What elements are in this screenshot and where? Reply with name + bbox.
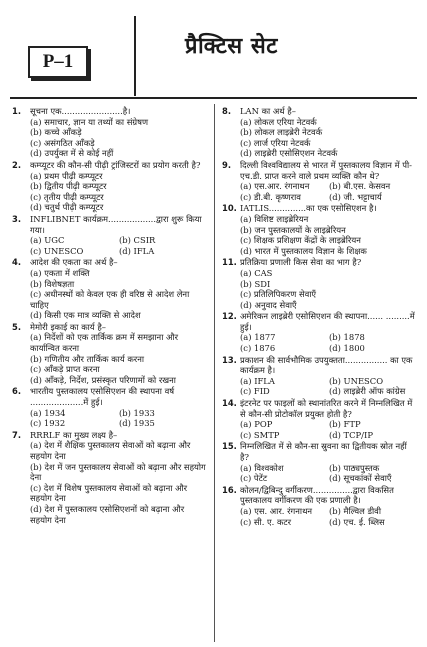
question-number: 10. (222, 203, 237, 214)
question-stem (12, 322, 208, 333)
answer-option: (d) जी. भट्टाचार्य (329, 191, 382, 202)
question-text: RRRLF का मुख्य लक्ष्य है– (30, 429, 118, 440)
answer-option: (d) लाइब्रेरी ऑफ कांग्रेस (329, 386, 406, 397)
question (222, 160, 418, 202)
answer-option: (a) एस. आर. रंगनाथन (240, 505, 313, 516)
answer-option: (d) चतुर्थ पीढ़ी कम्प्यूटर (30, 202, 104, 213)
option-list (222, 214, 418, 256)
answer-option: (c) 1876 (240, 343, 276, 354)
answer-option: (d) IFLA (119, 245, 155, 256)
question-number: 6. (12, 386, 22, 397)
answer-option: (a) देश में शैक्षिक पुस्तकालय सेवाओं को बढ़ाना और सहयोग देना (30, 440, 191, 461)
answer-option: (b) FTP (329, 419, 361, 430)
answer-option: (c) प्रतिलिपिकरण सेवाएँ (240, 289, 317, 300)
answer-option: (a) UGC (30, 235, 65, 246)
answer-option: (b) बी.एस. केसवन (329, 181, 391, 192)
answer-option: (d) अनुवाद सेवाएँ (240, 299, 297, 310)
answer-option: (c) UNESCO (30, 245, 84, 256)
answer-option: (d) 1935 (119, 418, 155, 429)
answer-option: (d) उपर्युक्त में से कोई नहीं (30, 148, 114, 159)
option-list (12, 117, 208, 159)
question-stem (12, 106, 208, 117)
answer-option: (d) भारत में पुस्तकालय विज्ञान के शिक्षक (240, 245, 367, 256)
header-rule (10, 97, 417, 99)
question-stem (12, 430, 208, 441)
question (222, 106, 418, 159)
answer-option: (c) देश में विशेष पुस्तकालय सेवाओं को बढ़ाना और सहयोग देना (30, 482, 188, 504)
answer-option: (a) विश्वकोश (240, 462, 284, 473)
question-text: INFLIBNET कार्यक्रम..................द्वारा शुरू किया गया। (30, 213, 202, 235)
question (12, 322, 208, 386)
answer-option: (c) असंगठित आँकड़े (30, 137, 95, 148)
answer-option: (c) 1932 (30, 418, 66, 429)
answer-option: (a) 1877 (240, 332, 276, 343)
question (222, 257, 418, 310)
option-list (12, 171, 208, 213)
answer-option: (a) एस.आर. रंगनाथन (240, 181, 310, 192)
question (12, 214, 208, 256)
option-list (222, 117, 418, 159)
question-text: भारतीय पुस्तकालय एसोसिएशन की स्थापना वर्ष ....................में हुई। (30, 386, 175, 408)
header-divider (134, 16, 136, 96)
answer-option: (d) आँकड़े, निर्देश, प्रसंस्कृत परिणामों को रखना (30, 374, 176, 385)
question-stem (12, 160, 208, 171)
question-stem (12, 257, 208, 268)
answer-option: (b) 1933 (119, 407, 155, 418)
question-stem (12, 386, 208, 407)
question (12, 106, 208, 159)
left-column (12, 106, 208, 526)
answer-option: (c) शिक्षक प्रशिक्षण केंद्रों के लाइब्रेरियन (240, 235, 361, 246)
question-stem (222, 398, 418, 419)
column-divider (214, 104, 215, 642)
answer-option: (d) देश में पुस्तकालय एसोसिएशनों को बढ़ाना और सहयोग देना (30, 503, 185, 525)
question-number: 3. (12, 213, 22, 224)
question-stem (222, 441, 418, 462)
answer-option: (d) लाइब्रेरी एसोसिएशन नेटवर्क (240, 148, 338, 159)
option-list (222, 181, 418, 202)
option-list (222, 463, 418, 484)
answer-option: (c) डी.बी. कृष्णराव (240, 191, 301, 202)
question-stem (222, 203, 418, 214)
answer-option: (c) SMTP (240, 429, 280, 440)
question-stem (222, 106, 418, 117)
question-number: 4. (12, 257, 22, 268)
answer-option: (b) कच्चे आँकड़े (30, 127, 82, 138)
question-text: कम्प्यूटर की कौन-सी पीढ़ी ट्रांजिस्टरों का प्रयोग करती है? (30, 159, 201, 170)
question-number: 14. (222, 398, 237, 409)
question-text: कोलन/द्विबिन्दु वर्गीकरण...............द्वारा विकसित पुस्तकालय वर्गीकरण की एक प्रणाली है। (240, 484, 394, 506)
answer-option: (a) विशिष्ट लाइब्रेरियन (240, 213, 309, 224)
question-stem (222, 485, 418, 506)
question-number: 15. (222, 441, 237, 452)
answer-option: (c) तृतीय पीढ़ी कम्प्यूटर (30, 191, 104, 202)
answer-option: (d) TCP/IP (329, 429, 373, 440)
page-header (10, 8, 417, 96)
answer-option: (b) UNESCO (329, 375, 384, 386)
question-stem (12, 214, 208, 235)
answer-option: (a) समाचार, ज्ञान या तथ्यों का संग्रेषण (30, 116, 149, 127)
answer-option: (a) निर्देशों को एक तार्किक क्रम में समझाना और कार्यान्वित करना (30, 332, 179, 354)
answer-option: (b) CSIR (119, 235, 156, 246)
question-text: IATLIS..............का एक एसोसिएशन है। (240, 203, 377, 214)
question-number: 7. (12, 429, 22, 440)
question-number: 12. (222, 311, 237, 322)
option-list (222, 268, 418, 310)
answer-option: (b) लोकल लाइब्रेरी नेटवर्क (240, 127, 323, 138)
answer-option: (c) पेटेंट (240, 473, 268, 484)
option-list (12, 408, 208, 429)
answer-option: (c) सी. ए. कटर (240, 516, 292, 527)
option-list (222, 419, 418, 440)
question-number: 8. (222, 106, 232, 116)
answer-option: (b) द्वितीय पीढ़ी कम्प्यूटर (30, 181, 107, 192)
answer-option: (b) पाठ्यपुस्तक (329, 462, 380, 473)
page-title: प्रैक्टिस सेट (185, 34, 278, 59)
question-number: 2. (12, 159, 22, 170)
question-stem (222, 355, 418, 376)
set-code-box: P–1 (28, 46, 88, 78)
question-text: अमेरिकन लाइब्रेरी एसोसिएशन की स्थापना...... .........में हुई। (240, 311, 415, 332)
option-list (222, 332, 418, 353)
answer-option: (b) गणितीय और तार्किक कार्य करना (30, 353, 145, 364)
question-text: आदेश की एकता का अर्थ है– (30, 257, 118, 268)
option-list (222, 376, 418, 397)
question-stem (222, 311, 418, 332)
answer-option: (d) 1800 (329, 343, 365, 354)
option-list (12, 332, 208, 385)
question-text: मेमोरी इकाई का कार्य है– (30, 321, 106, 332)
question (222, 355, 418, 397)
answer-option: (b) विशेषज्ञता (30, 278, 75, 289)
answer-option: (a) प्रथम पीढ़ी कम्प्यूटर (30, 170, 103, 181)
answer-option: (b) जन पुस्तकालयों के लाइब्रेरियन (240, 224, 346, 235)
question-text: इंटरनेट पर फाइलों को स्थानांतरित करने में निम्नलिखित में से कौन-सी प्रोटोकॉल प्रयुक्त होती है? (240, 398, 413, 419)
question (12, 430, 208, 525)
question (222, 203, 418, 256)
option-list (12, 440, 208, 525)
question-number: 5. (12, 321, 22, 332)
question (12, 386, 208, 428)
answer-option: (c) लार्ज एरिया नेटवर्क (240, 137, 311, 148)
question (222, 441, 418, 483)
question (12, 160, 208, 213)
option-list (12, 235, 208, 256)
answer-option: (a) IFLA (240, 375, 275, 386)
question-text: निम्नलिखित में से कौन-सा स्रुवना का द्वितीयक स्रोत नहीं है? (240, 441, 407, 462)
answer-option: (d) सूचकांकों सेवाएँ (329, 473, 392, 484)
question (222, 485, 418, 527)
question (12, 257, 208, 321)
option-list (222, 506, 418, 527)
answer-option: (c) आँकड़े प्राप्त करना (30, 364, 100, 375)
question-number: 11. (222, 257, 237, 268)
answer-option: (b) देश में जन पुस्तकालय सेवाओं को बढ़ाना और सहयोग देना (30, 461, 206, 483)
answer-option: (d) किसी एक मात्र व्यक्ति से आदेश (30, 310, 141, 321)
question-number: 13. (222, 354, 237, 365)
answer-option: (b) SDI (240, 278, 271, 289)
answer-option: (b) 1878 (329, 332, 365, 343)
answer-option: (a) 1934 (30, 407, 66, 418)
answer-option: (c) अधीनस्थों को केवल एक ही वरिष्ठ से आदेश लेना चाहिए (30, 289, 190, 310)
answer-option: (a) लोकल एरिया नेटवर्क (240, 116, 317, 127)
answer-option: (a) CAS (240, 267, 273, 278)
question-stem (222, 257, 418, 268)
question (222, 398, 418, 440)
option-list (12, 268, 208, 321)
question-number: 1. (12, 106, 22, 116)
answer-option: (a) एकता में शक्ति (30, 267, 90, 278)
question-stem (222, 160, 418, 181)
question-text: दिल्ली विश्वविद्यालय से भारत में पुस्तकालय विज्ञान में पी-एच.डी. प्राप्त करने वाले प्रथम व्यक्ति कौन थे? (240, 159, 413, 181)
question-number: 16. (222, 484, 237, 495)
question-text: प्रतिक्रिया प्रणाली किस सेवा का भाग है? (240, 257, 362, 268)
question-text: प्रकाशन की सार्वभौमिक उपयुक्तता................ का एक कार्यक्रम है। (240, 354, 413, 376)
question-text: सूचना एक.......................है। (30, 106, 131, 116)
question-text: LAN का अर्थ है– (240, 106, 296, 116)
question (222, 311, 418, 353)
answer-option: (b) मैल्विल डीवी (329, 505, 381, 516)
answer-option: (a) POP (240, 419, 273, 430)
answer-option: (d) एच. ई. ब्लिस (329, 516, 385, 527)
right-column (222, 106, 418, 528)
answer-option: (c) FID (240, 386, 270, 397)
question-number: 9. (222, 159, 232, 170)
